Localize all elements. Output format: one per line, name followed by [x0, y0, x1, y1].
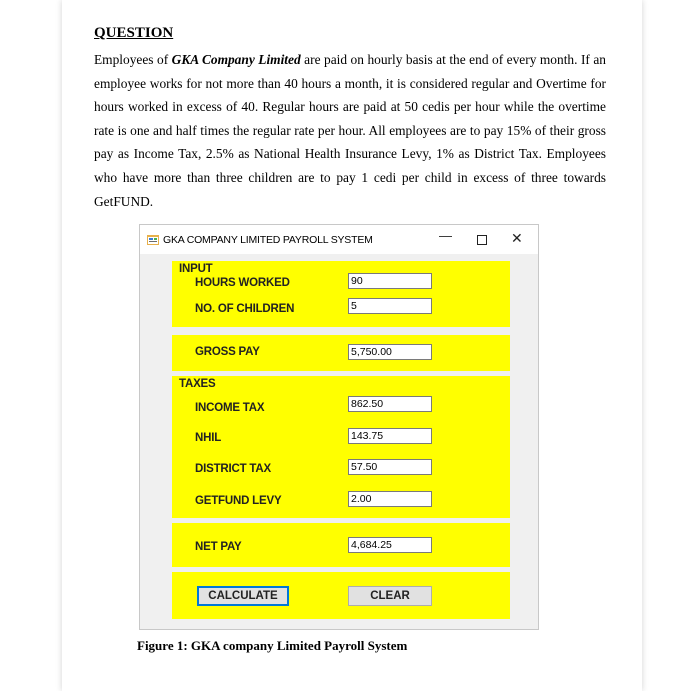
taxes-panel	[172, 376, 510, 518]
minimize-button[interactable]: —	[439, 228, 452, 243]
window-title: GKA COMPANY LIMITED PAYROLL SYSTEM	[163, 234, 373, 246]
close-button[interactable]: ✕	[511, 230, 523, 246]
gross-pay-panel	[172, 335, 510, 371]
children-label: NO. OF CHILDREN	[195, 303, 295, 315]
buttons-panel	[172, 572, 510, 619]
question-text	[94, 48, 606, 213]
district-tax-label: DISTRICT TAX	[195, 463, 271, 475]
net-pay-field[interactable]: 4,684.25	[348, 537, 432, 553]
hours-worked-label: HOURS WORKED	[195, 277, 290, 289]
maximize-button[interactable]	[477, 235, 487, 245]
input-panel	[172, 261, 510, 327]
calculate-button[interactable]: CALCULATE	[197, 586, 289, 606]
hours-worked-input[interactable]: 90	[348, 273, 432, 289]
children-input[interactable]: 5	[348, 298, 432, 314]
question-text-rest: are paid on hourly basis at the end of every month. If an employee works for not more than 40 hours a month, it is considered regular and Overtime for hours worked in excess of 40. Regular hours are paid at 50 cedis per hour while the overtime rate is one and half times the regular rate per hour. All employees are to pay 15% of their gross pay as Income Tax, 2.5% as National Health Insurance Levy, 1% as District Tax. Employees who have more than three children are to pay 1 cedi per child in excess of three towards GetFUND.	[94, 52, 606, 209]
net-pay-label: NET PAY	[195, 541, 242, 553]
district-tax-field[interactable]: 57.50	[348, 459, 432, 475]
income-tax-field[interactable]: 862.50	[348, 396, 432, 412]
gross-pay-field[interactable]: 5,750.00	[348, 344, 432, 360]
nhil-label: NHIL	[195, 432, 222, 444]
figure-caption: Figure 1: GKA company Limited Payroll System	[137, 638, 408, 653]
question-heading: QUESTION	[94, 25, 174, 41]
clear-button[interactable]: CLEAR	[348, 586, 432, 606]
title-bar	[140, 225, 538, 254]
gross-pay-label: GROSS PAY	[195, 346, 260, 358]
input-group-label: INPUT	[179, 263, 213, 275]
net-pay-panel	[172, 523, 510, 567]
income-tax-label: INCOME TAX	[195, 402, 265, 414]
getfund-levy-label: GETFUND LEVY	[195, 495, 282, 507]
company-name: GKA Company Limited	[171, 52, 301, 67]
form-app-icon	[147, 234, 159, 245]
nhil-field[interactable]: 143.75	[348, 428, 432, 444]
question-text-start: Employees of	[94, 52, 172, 67]
getfund-levy-field[interactable]: 2.00	[348, 491, 432, 507]
taxes-group-label: TAXES	[179, 378, 216, 390]
payroll-window	[139, 224, 539, 630]
